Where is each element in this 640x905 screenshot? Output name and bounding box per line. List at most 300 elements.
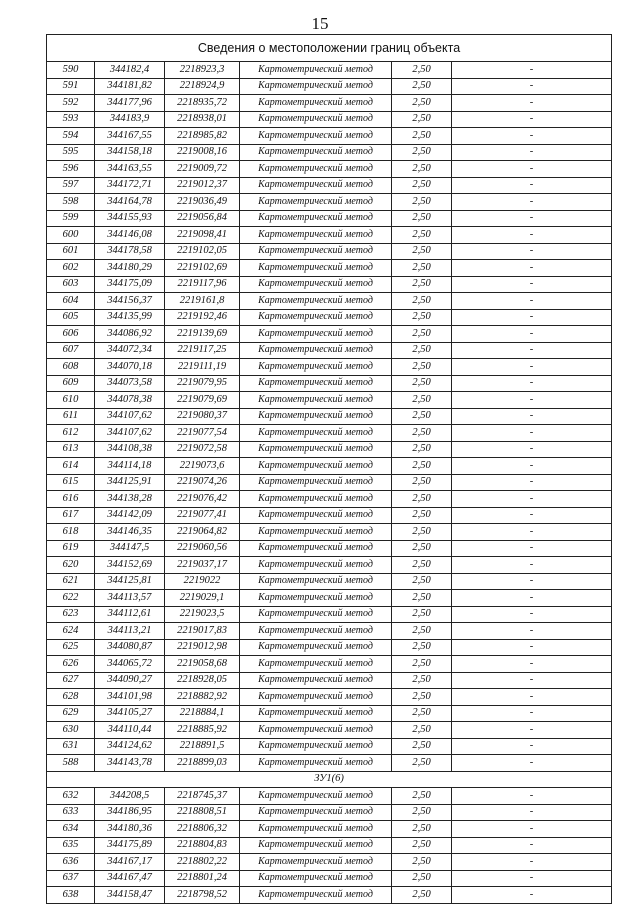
x-coordinate-cell: 344181,82 bbox=[95, 78, 165, 95]
table-row bbox=[47, 623, 612, 640]
method-cell: Картометрический метод bbox=[240, 309, 392, 326]
table-row bbox=[47, 144, 612, 161]
table-row bbox=[47, 210, 612, 227]
y-coordinate-cell: 2219012,37 bbox=[165, 177, 240, 194]
description-cell: - bbox=[452, 375, 612, 392]
y-coordinate-cell: 2219079,95 bbox=[165, 375, 240, 392]
x-coordinate-cell: 344107,62 bbox=[95, 425, 165, 442]
y-coordinate-cell: 2219079,69 bbox=[165, 392, 240, 409]
point-number-cell: 616 bbox=[47, 491, 95, 508]
accuracy-cell: 2,50 bbox=[392, 293, 452, 310]
description-cell: - bbox=[452, 359, 612, 376]
description-cell: - bbox=[452, 408, 612, 425]
y-coordinate-cell: 2219076,42 bbox=[165, 491, 240, 508]
x-coordinate-cell: 344152,69 bbox=[95, 557, 165, 574]
description-cell: - bbox=[452, 573, 612, 590]
method-cell: Картометрический метод bbox=[240, 177, 392, 194]
method-cell: Картометрический метод bbox=[240, 689, 392, 706]
y-coordinate-cell: 2219077,41 bbox=[165, 507, 240, 524]
y-coordinate-cell: 2218885,92 bbox=[165, 722, 240, 739]
method-cell: Картометрический метод bbox=[240, 590, 392, 607]
accuracy-cell: 2,50 bbox=[392, 326, 452, 343]
point-number-cell: 621 bbox=[47, 573, 95, 590]
point-number-cell: 622 bbox=[47, 590, 95, 607]
accuracy-cell: 2,50 bbox=[392, 854, 452, 871]
point-number-cell: 591 bbox=[47, 78, 95, 95]
method-cell: Картометрический метод bbox=[240, 870, 392, 887]
method-cell: Картометрический метод bbox=[240, 474, 392, 491]
x-coordinate-cell: 344167,47 bbox=[95, 870, 165, 887]
y-coordinate-cell: 2219029,1 bbox=[165, 590, 240, 607]
point-number-cell: 632 bbox=[47, 788, 95, 805]
point-number-cell: 631 bbox=[47, 738, 95, 755]
table-row bbox=[47, 309, 612, 326]
accuracy-cell: 2,50 bbox=[392, 128, 452, 145]
accuracy-cell: 2,50 bbox=[392, 837, 452, 854]
x-coordinate-cell: 344208,5 bbox=[95, 788, 165, 805]
x-coordinate-cell: 344164,78 bbox=[95, 194, 165, 211]
description-cell: - bbox=[452, 705, 612, 722]
accuracy-cell: 2,50 bbox=[392, 606, 452, 623]
description-cell: - bbox=[452, 755, 612, 772]
accuracy-cell: 2,50 bbox=[392, 656, 452, 673]
y-coordinate-cell: 2218891,5 bbox=[165, 738, 240, 755]
x-coordinate-cell: 344105,27 bbox=[95, 705, 165, 722]
method-cell: Картометрический метод bbox=[240, 194, 392, 211]
point-number-cell: 609 bbox=[47, 375, 95, 392]
table-row bbox=[47, 474, 612, 491]
y-coordinate-cell: 2219036,49 bbox=[165, 194, 240, 211]
accuracy-cell: 2,50 bbox=[392, 375, 452, 392]
accuracy-cell: 2,50 bbox=[392, 276, 452, 293]
table-row bbox=[47, 788, 612, 805]
table-row bbox=[47, 95, 612, 112]
description-cell: - bbox=[452, 161, 612, 178]
y-coordinate-cell: 2219098,41 bbox=[165, 227, 240, 244]
x-coordinate-cell: 344070,18 bbox=[95, 359, 165, 376]
method-cell: Картометрический метод bbox=[240, 128, 392, 145]
point-number-cell: 604 bbox=[47, 293, 95, 310]
point-number-cell: 624 bbox=[47, 623, 95, 640]
y-coordinate-cell: 2219023,5 bbox=[165, 606, 240, 623]
accuracy-cell: 2,50 bbox=[392, 177, 452, 194]
description-cell: - bbox=[452, 738, 612, 755]
description-cell: - bbox=[452, 111, 612, 128]
accuracy-cell: 2,50 bbox=[392, 309, 452, 326]
x-coordinate-cell: 344155,93 bbox=[95, 210, 165, 227]
description-cell: - bbox=[452, 722, 612, 739]
y-coordinate-cell: 2219017,83 bbox=[165, 623, 240, 640]
description-cell: - bbox=[452, 210, 612, 227]
accuracy-cell: 2,50 bbox=[392, 210, 452, 227]
x-coordinate-cell: 344125,81 bbox=[95, 573, 165, 590]
accuracy-cell: 2,50 bbox=[392, 573, 452, 590]
y-coordinate-cell: 2219060,56 bbox=[165, 540, 240, 557]
table-row bbox=[47, 458, 612, 475]
table-row bbox=[47, 276, 612, 293]
x-coordinate-cell: 344167,55 bbox=[95, 128, 165, 145]
accuracy-cell: 2,50 bbox=[392, 705, 452, 722]
method-cell: Картометрический метод bbox=[240, 243, 392, 260]
description-cell: - bbox=[452, 441, 612, 458]
description-cell: - bbox=[452, 342, 612, 359]
y-coordinate-cell: 2218928,05 bbox=[165, 672, 240, 689]
x-coordinate-cell: 344167,17 bbox=[95, 854, 165, 871]
y-coordinate-cell: 2219161,8 bbox=[165, 293, 240, 310]
method-cell: Картометрический метод bbox=[240, 111, 392, 128]
y-coordinate-cell: 2219008,16 bbox=[165, 144, 240, 161]
description-cell: - bbox=[452, 194, 612, 211]
method-cell: Картометрический метод bbox=[240, 359, 392, 376]
table-row bbox=[47, 821, 612, 838]
x-coordinate-cell: 344110,44 bbox=[95, 722, 165, 739]
y-coordinate-cell: 2218899,03 bbox=[165, 755, 240, 772]
point-number-cell: 617 bbox=[47, 507, 95, 524]
description-cell: - bbox=[452, 144, 612, 161]
point-number-cell: 599 bbox=[47, 210, 95, 227]
point-number-cell: 613 bbox=[47, 441, 95, 458]
description-cell: - bbox=[452, 458, 612, 475]
x-coordinate-cell: 344114,18 bbox=[95, 458, 165, 475]
y-coordinate-cell: 2218798,52 bbox=[165, 887, 240, 904]
table-row bbox=[47, 507, 612, 524]
accuracy-cell: 2,50 bbox=[392, 441, 452, 458]
x-coordinate-cell: 344142,09 bbox=[95, 507, 165, 524]
accuracy-cell: 2,50 bbox=[392, 557, 452, 574]
method-cell: Картометрический метод bbox=[240, 722, 392, 739]
y-coordinate-cell: 2219058,68 bbox=[165, 656, 240, 673]
boundary-table-container bbox=[46, 34, 611, 904]
x-coordinate-cell: 344113,21 bbox=[95, 623, 165, 640]
table-row bbox=[47, 177, 612, 194]
point-number-cell: 611 bbox=[47, 408, 95, 425]
x-coordinate-cell: 344135,99 bbox=[95, 309, 165, 326]
point-number-cell: 628 bbox=[47, 689, 95, 706]
y-coordinate-cell: 2219111,19 bbox=[165, 359, 240, 376]
x-coordinate-cell: 344086,92 bbox=[95, 326, 165, 343]
x-coordinate-cell: 344186,95 bbox=[95, 804, 165, 821]
y-coordinate-cell: 2219073,6 bbox=[165, 458, 240, 475]
method-cell: Картометрический метод bbox=[240, 425, 392, 442]
table-row bbox=[47, 227, 612, 244]
accuracy-cell: 2,50 bbox=[392, 590, 452, 607]
point-number-cell: 629 bbox=[47, 705, 95, 722]
table-row bbox=[47, 491, 612, 508]
y-coordinate-cell: 2218938,01 bbox=[165, 111, 240, 128]
point-number-cell: 605 bbox=[47, 309, 95, 326]
x-coordinate-cell: 344090,27 bbox=[95, 672, 165, 689]
table-row bbox=[47, 243, 612, 260]
method-cell: Картометрический метод bbox=[240, 95, 392, 112]
method-cell: Картометрический метод bbox=[240, 392, 392, 409]
method-cell: Картометрический метод bbox=[240, 144, 392, 161]
x-coordinate-cell: 344146,08 bbox=[95, 227, 165, 244]
method-cell: Картометрический метод bbox=[240, 78, 392, 95]
x-coordinate-cell: 344147,5 bbox=[95, 540, 165, 557]
y-coordinate-cell: 2219022 bbox=[165, 573, 240, 590]
y-coordinate-cell: 2218745,37 bbox=[165, 788, 240, 805]
accuracy-cell: 2,50 bbox=[392, 227, 452, 244]
accuracy-cell: 2,50 bbox=[392, 804, 452, 821]
description-cell: - bbox=[452, 788, 612, 805]
table-title-row bbox=[47, 35, 612, 62]
accuracy-cell: 2,50 bbox=[392, 689, 452, 706]
accuracy-cell: 2,50 bbox=[392, 788, 452, 805]
accuracy-cell: 2,50 bbox=[392, 722, 452, 739]
table-row bbox=[47, 441, 612, 458]
description-cell: - bbox=[452, 837, 612, 854]
description-cell: - bbox=[452, 276, 612, 293]
point-number-cell: 606 bbox=[47, 326, 95, 343]
x-coordinate-cell: 344078,38 bbox=[95, 392, 165, 409]
method-cell: Картометрический метод bbox=[240, 524, 392, 541]
table-row bbox=[47, 326, 612, 343]
y-coordinate-cell: 2219074,26 bbox=[165, 474, 240, 491]
x-coordinate-cell: 344073,58 bbox=[95, 375, 165, 392]
method-cell: Картометрический метод bbox=[240, 540, 392, 557]
y-coordinate-cell: 2218924,9 bbox=[165, 78, 240, 95]
table-row bbox=[47, 606, 612, 623]
y-coordinate-cell: 2218808,51 bbox=[165, 804, 240, 821]
description-cell: - bbox=[452, 491, 612, 508]
point-number-cell: 596 bbox=[47, 161, 95, 178]
section-row bbox=[47, 771, 612, 788]
description-cell: - bbox=[452, 623, 612, 640]
y-coordinate-cell: 2218806,32 bbox=[165, 821, 240, 838]
accuracy-cell: 2,50 bbox=[392, 342, 452, 359]
y-coordinate-cell: 2219056,84 bbox=[165, 210, 240, 227]
description-cell: - bbox=[452, 672, 612, 689]
description-cell: - bbox=[452, 326, 612, 343]
point-number-cell: 612 bbox=[47, 425, 95, 442]
method-cell: Картометрический метод bbox=[240, 755, 392, 772]
y-coordinate-cell: 2219080,37 bbox=[165, 408, 240, 425]
y-coordinate-cell: 2219117,96 bbox=[165, 276, 240, 293]
point-number-cell: 638 bbox=[47, 887, 95, 904]
y-coordinate-cell: 2219037,17 bbox=[165, 557, 240, 574]
point-number-cell: 637 bbox=[47, 870, 95, 887]
x-coordinate-cell: 344178,58 bbox=[95, 243, 165, 260]
description-cell: - bbox=[452, 540, 612, 557]
description-cell: - bbox=[452, 474, 612, 491]
method-cell: Картометрический метод bbox=[240, 210, 392, 227]
description-cell: - bbox=[452, 887, 612, 904]
table-row bbox=[47, 804, 612, 821]
point-number-cell: 614 bbox=[47, 458, 95, 475]
description-cell: - bbox=[452, 821, 612, 838]
point-number-cell: 598 bbox=[47, 194, 95, 211]
table-row bbox=[47, 392, 612, 409]
table-row bbox=[47, 837, 612, 854]
accuracy-cell: 2,50 bbox=[392, 161, 452, 178]
table-row bbox=[47, 408, 612, 425]
method-cell: Картометрический метод bbox=[240, 507, 392, 524]
table-row bbox=[47, 672, 612, 689]
table-row bbox=[47, 689, 612, 706]
method-cell: Картометрический метод bbox=[240, 260, 392, 277]
description-cell: - bbox=[452, 507, 612, 524]
y-coordinate-cell: 2219012,98 bbox=[165, 639, 240, 656]
accuracy-cell: 2,50 bbox=[392, 672, 452, 689]
point-number-cell: 627 bbox=[47, 672, 95, 689]
x-coordinate-cell: 344175,09 bbox=[95, 276, 165, 293]
accuracy-cell: 2,50 bbox=[392, 260, 452, 277]
x-coordinate-cell: 344143,78 bbox=[95, 755, 165, 772]
y-coordinate-cell: 2218923,3 bbox=[165, 62, 240, 79]
table-row bbox=[47, 425, 612, 442]
table-row bbox=[47, 293, 612, 310]
x-coordinate-cell: 344158,47 bbox=[95, 887, 165, 904]
method-cell: Картометрический метод bbox=[240, 408, 392, 425]
table-row bbox=[47, 342, 612, 359]
y-coordinate-cell: 2219077,54 bbox=[165, 425, 240, 442]
table-row bbox=[47, 705, 612, 722]
description-cell: - bbox=[452, 557, 612, 574]
point-number-cell: 595 bbox=[47, 144, 95, 161]
method-cell: Картометрический метод bbox=[240, 656, 392, 673]
x-coordinate-cell: 344182,4 bbox=[95, 62, 165, 79]
accuracy-cell: 2,50 bbox=[392, 425, 452, 442]
method-cell: Картометрический метод bbox=[240, 623, 392, 640]
table-row bbox=[47, 540, 612, 557]
y-coordinate-cell: 2218804,83 bbox=[165, 837, 240, 854]
point-number-cell: 625 bbox=[47, 639, 95, 656]
y-coordinate-cell: 2219117,25 bbox=[165, 342, 240, 359]
table-row bbox=[47, 656, 612, 673]
point-number-cell: 615 bbox=[47, 474, 95, 491]
description-cell: - bbox=[452, 656, 612, 673]
table-row bbox=[47, 573, 612, 590]
method-cell: Картометрический метод bbox=[240, 804, 392, 821]
accuracy-cell: 2,50 bbox=[392, 62, 452, 79]
y-coordinate-cell: 2219009,72 bbox=[165, 161, 240, 178]
point-number-cell: 607 bbox=[47, 342, 95, 359]
point-number-cell: 594 bbox=[47, 128, 95, 145]
x-coordinate-cell: 344124,62 bbox=[95, 738, 165, 755]
method-cell: Картометрический метод bbox=[240, 342, 392, 359]
point-number-cell: 636 bbox=[47, 854, 95, 871]
table-row bbox=[47, 870, 612, 887]
y-coordinate-cell: 2218935,72 bbox=[165, 95, 240, 112]
method-cell: Картометрический метод bbox=[240, 705, 392, 722]
y-coordinate-cell: 2218801,24 bbox=[165, 870, 240, 887]
description-cell: - bbox=[452, 128, 612, 145]
method-cell: Картометрический метод bbox=[240, 491, 392, 508]
description-cell: - bbox=[452, 689, 612, 706]
x-coordinate-cell: 344183,9 bbox=[95, 111, 165, 128]
description-cell: - bbox=[452, 62, 612, 79]
accuracy-cell: 2,50 bbox=[392, 755, 452, 772]
accuracy-cell: 2,50 bbox=[392, 540, 452, 557]
description-cell: - bbox=[452, 95, 612, 112]
method-cell: Картометрический метод bbox=[240, 606, 392, 623]
method-cell: Картометрический метод bbox=[240, 375, 392, 392]
method-cell: Картометрический метод bbox=[240, 557, 392, 574]
table-row bbox=[47, 590, 612, 607]
description-cell: - bbox=[452, 243, 612, 260]
method-cell: Картометрический метод bbox=[240, 293, 392, 310]
description-cell: - bbox=[452, 309, 612, 326]
table-title: Сведения о местоположении границ объекта bbox=[47, 35, 612, 62]
point-number-cell: 620 bbox=[47, 557, 95, 574]
table-row bbox=[47, 557, 612, 574]
table-row bbox=[47, 111, 612, 128]
point-number-cell: 618 bbox=[47, 524, 95, 541]
point-number-cell: 602 bbox=[47, 260, 95, 277]
method-cell: Картометрический метод bbox=[240, 458, 392, 475]
accuracy-cell: 2,50 bbox=[392, 887, 452, 904]
x-coordinate-cell: 344177,96 bbox=[95, 95, 165, 112]
point-number-cell: 623 bbox=[47, 606, 95, 623]
point-number-cell: 593 bbox=[47, 111, 95, 128]
x-coordinate-cell: 344172,71 bbox=[95, 177, 165, 194]
accuracy-cell: 2,50 bbox=[392, 458, 452, 475]
x-coordinate-cell: 344175,89 bbox=[95, 837, 165, 854]
x-coordinate-cell: 344108,38 bbox=[95, 441, 165, 458]
point-number-cell: 601 bbox=[47, 243, 95, 260]
table-row bbox=[47, 62, 612, 79]
table-row bbox=[47, 78, 612, 95]
x-coordinate-cell: 344158,18 bbox=[95, 144, 165, 161]
y-coordinate-cell: 2219139,69 bbox=[165, 326, 240, 343]
accuracy-cell: 2,50 bbox=[392, 623, 452, 640]
method-cell: Картометрический метод bbox=[240, 887, 392, 904]
point-number-cell: 603 bbox=[47, 276, 95, 293]
method-cell: Картометрический метод bbox=[240, 738, 392, 755]
y-coordinate-cell: 2219102,69 bbox=[165, 260, 240, 277]
description-cell: - bbox=[452, 78, 612, 95]
table-row bbox=[47, 359, 612, 376]
table-row bbox=[47, 161, 612, 178]
method-cell: Картометрический метод bbox=[240, 326, 392, 343]
table-row bbox=[47, 375, 612, 392]
table-row bbox=[47, 887, 612, 904]
point-number-cell: 608 bbox=[47, 359, 95, 376]
point-number-cell: 633 bbox=[47, 804, 95, 821]
x-coordinate-cell: 344072,34 bbox=[95, 342, 165, 359]
x-coordinate-cell: 344163,55 bbox=[95, 161, 165, 178]
accuracy-cell: 2,50 bbox=[392, 639, 452, 656]
point-number-cell: 592 bbox=[47, 95, 95, 112]
x-coordinate-cell: 344080,87 bbox=[95, 639, 165, 656]
accuracy-cell: 2,50 bbox=[392, 408, 452, 425]
point-number-cell: 588 bbox=[47, 755, 95, 772]
y-coordinate-cell: 2219064,82 bbox=[165, 524, 240, 541]
y-coordinate-cell: 2218802,22 bbox=[165, 854, 240, 871]
x-coordinate-cell: 344113,57 bbox=[95, 590, 165, 607]
accuracy-cell: 2,50 bbox=[392, 194, 452, 211]
table-row bbox=[47, 722, 612, 739]
boundary-coordinates-table bbox=[46, 34, 612, 904]
section-label: ЗУ1(6) bbox=[47, 771, 612, 788]
description-cell: - bbox=[452, 293, 612, 310]
table-row bbox=[47, 524, 612, 541]
accuracy-cell: 2,50 bbox=[392, 870, 452, 887]
x-coordinate-cell: 344146,35 bbox=[95, 524, 165, 541]
method-cell: Картометрический метод bbox=[240, 441, 392, 458]
table-row bbox=[47, 854, 612, 871]
method-cell: Картометрический метод bbox=[240, 854, 392, 871]
y-coordinate-cell: 2218882,92 bbox=[165, 689, 240, 706]
page-number: 15 bbox=[311, 14, 329, 33]
point-number-cell: 590 bbox=[47, 62, 95, 79]
accuracy-cell: 2,50 bbox=[392, 507, 452, 524]
y-coordinate-cell: 2219102,05 bbox=[165, 243, 240, 260]
x-coordinate-cell: 344065,72 bbox=[95, 656, 165, 673]
table-row bbox=[47, 639, 612, 656]
method-cell: Картометрический метод bbox=[240, 672, 392, 689]
x-coordinate-cell: 344156,37 bbox=[95, 293, 165, 310]
